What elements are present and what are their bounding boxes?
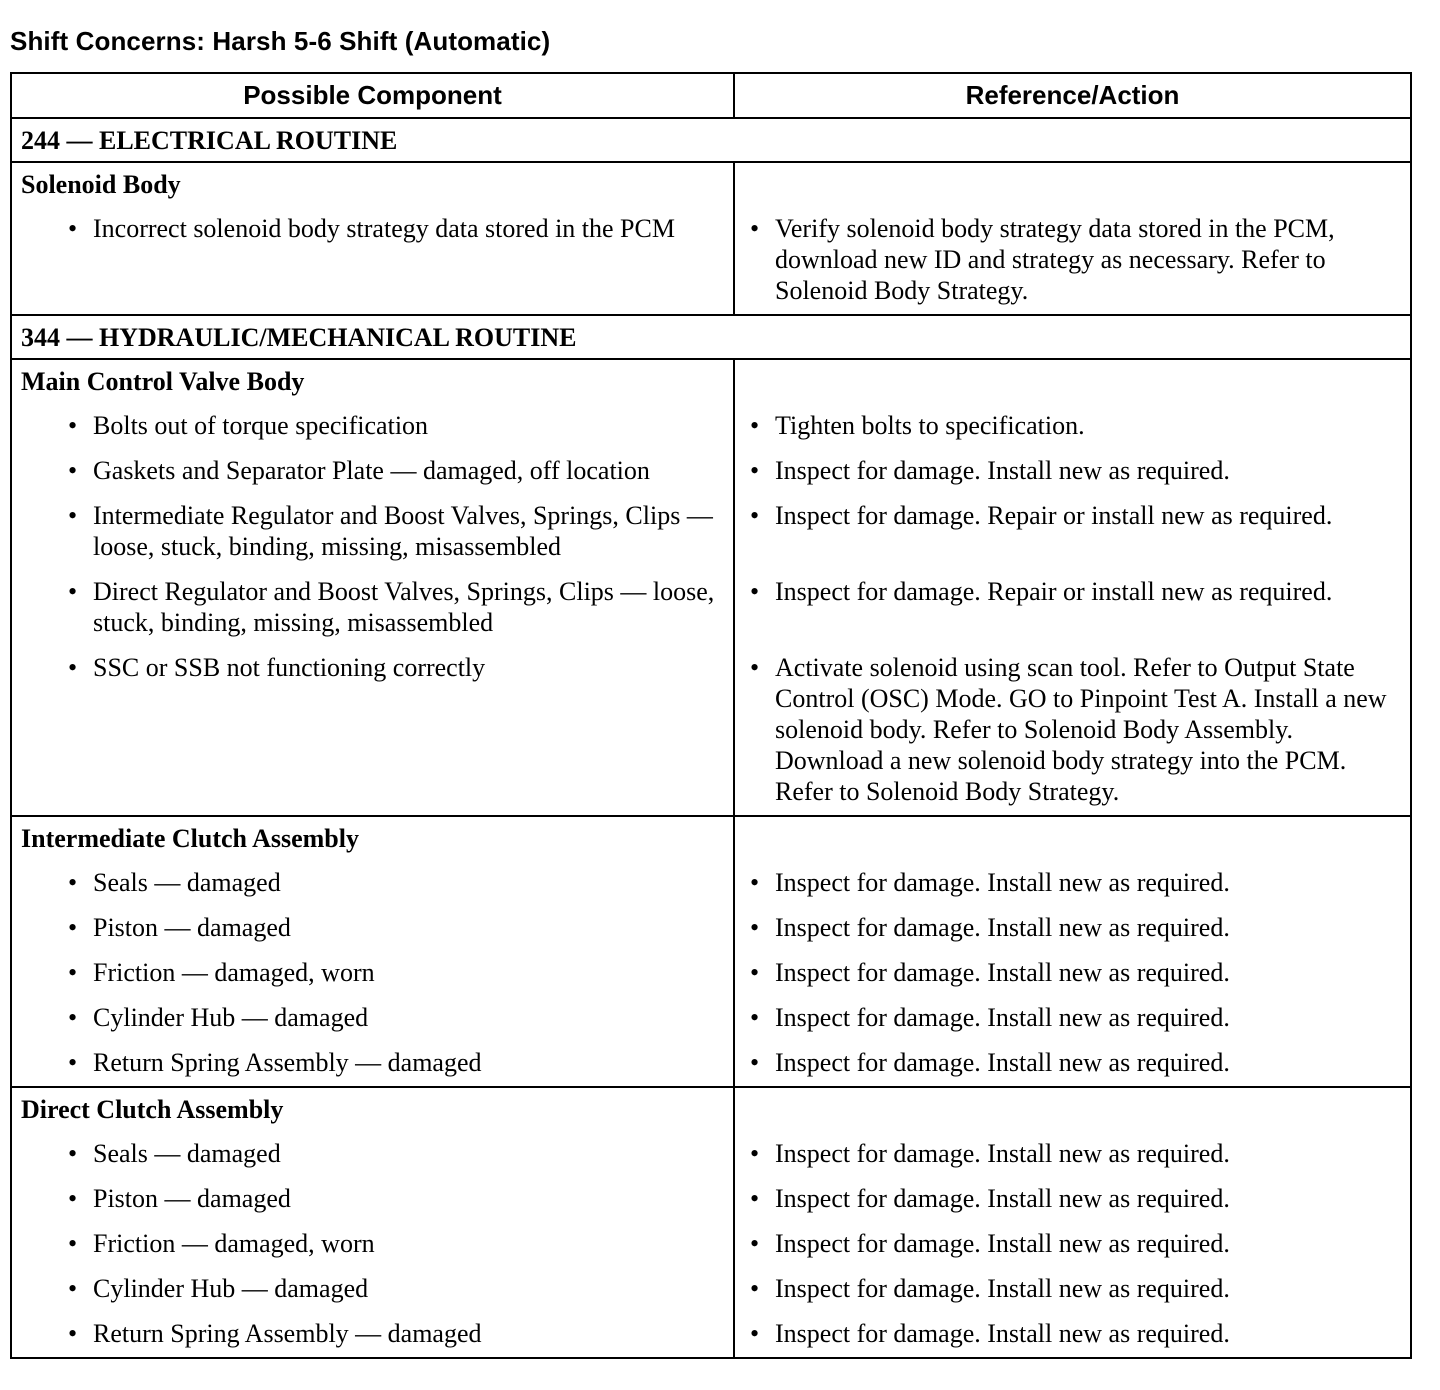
group-header-row [11, 816, 1411, 861]
table-row [11, 494, 1411, 570]
header-possible-component: Possible Component [11, 73, 734, 118]
table-row [11, 861, 1411, 906]
component-text: • SSC or SSB not functioning correctly [93, 652, 725, 683]
component-text: • Piston — damaged [93, 912, 725, 943]
table-row [11, 207, 1411, 315]
table-row [11, 1132, 1411, 1177]
action-text: • Inspect for damage. Install new as required. [775, 957, 1402, 988]
action-text: • Inspect for damage. Install new as required. [775, 1273, 1402, 1304]
group-name: Solenoid Body [11, 162, 734, 207]
table-row [11, 404, 1411, 449]
component-text: • Incorrect solenoid body strategy data stored in the PCM [93, 213, 725, 244]
component-text: • Return Spring Assembly — damaged [93, 1318, 725, 1349]
action-text: • Inspect for damage. Install new as required. [775, 912, 1402, 943]
action-text: • Inspect for damage. Install new as required. [775, 1228, 1402, 1259]
header-reference-action: Reference/Action [734, 73, 1411, 118]
group-header-empty [734, 1087, 1411, 1132]
component-text: • Seals — damaged [93, 1138, 725, 1169]
component-text: • Seals — damaged [93, 867, 725, 898]
action-text: • Inspect for damage. Install new as required. [775, 1047, 1402, 1078]
table-row [11, 951, 1411, 996]
table-row [11, 1312, 1411, 1358]
action-text: • Inspect for damage. Install new as required. [775, 1138, 1402, 1169]
component-text: • Gaskets and Separator Plate — damaged, off location [93, 455, 725, 486]
page-title: Shift Concerns: Harsh 5-6 Shift (Automatic) [10, 26, 551, 56]
group-header-row [11, 162, 1411, 207]
table-row [11, 1041, 1411, 1087]
table-row [11, 1222, 1411, 1267]
header-row [11, 73, 1411, 118]
table-row [11, 906, 1411, 951]
component-text: • Cylinder Hub — damaged [93, 1273, 725, 1304]
routine-label: 244 — ELECTRICAL ROUTINE [11, 118, 1411, 162]
group-header-empty [734, 359, 1411, 404]
action-text: • Tighten bolts to specification. [775, 410, 1402, 441]
group-header-row [11, 1087, 1411, 1132]
component-text: • Friction — damaged, worn [93, 1228, 725, 1259]
component-text: • Bolts out of torque specification [93, 410, 725, 441]
action-text: • Inspect for damage. Install new as required. [775, 455, 1402, 486]
table-row [11, 1267, 1411, 1312]
component-text: • Return Spring Assembly — damaged [93, 1047, 725, 1078]
component-text: • Cylinder Hub — damaged [93, 1002, 725, 1033]
routine-label: 344 — HYDRAULIC/MECHANICAL ROUTINE [11, 315, 1411, 359]
routine-row [11, 315, 1411, 359]
action-text: • Inspect for damage. Install new as required. [775, 1318, 1402, 1349]
action-text: • Inspect for damage. Repair or install new as required. [775, 500, 1402, 531]
group-name: Main Control Valve Body [11, 359, 734, 404]
table-row [11, 1177, 1411, 1222]
component-text: • Direct Regulator and Boost Valves, Springs, Clips — loose, stuck, binding, missing, misassembled [93, 576, 725, 638]
table-row [11, 996, 1411, 1041]
group-header-empty [734, 816, 1411, 861]
table-row [11, 449, 1411, 494]
group-name: Direct Clutch Assembly [11, 1087, 734, 1132]
action-text: • Inspect for damage. Repair or install new as required. [775, 576, 1402, 607]
action-text: • Inspect for damage. Install new as required. [775, 1002, 1402, 1033]
group-header-row [11, 359, 1411, 404]
action-text: • Verify solenoid body strategy data stored in the PCM, download new ID and strategy as necessary. Refer to Solenoid Body Strategy. [775, 213, 1402, 306]
component-text: • Intermediate Regulator and Boost Valves, Springs, Clips — loose, stuck, binding, missing, misassembled [93, 500, 725, 562]
component-text: • Piston — damaged [93, 1183, 725, 1214]
shift-concerns-table [10, 72, 1412, 1359]
table-row [11, 646, 1411, 816]
component-text: • Friction — damaged, worn [93, 957, 725, 988]
group-header-empty [734, 162, 1411, 207]
action-text: • Activate solenoid using scan tool. Refer to Output State Control (OSC) Mode. GO to Pinpoint Test A. Install a new solenoid body. Refer to Solenoid Body Assembly. Download a new solenoid body strategy into the PCM. Refer to Solenoid Body Strategy. [775, 652, 1402, 807]
table-row [11, 570, 1411, 646]
routine-row [11, 118, 1411, 162]
action-text: • Inspect for damage. Install new as required. [775, 1183, 1402, 1214]
action-text: • Inspect for damage. Install new as required. [775, 867, 1402, 898]
group-name: Intermediate Clutch Assembly [11, 816, 734, 861]
